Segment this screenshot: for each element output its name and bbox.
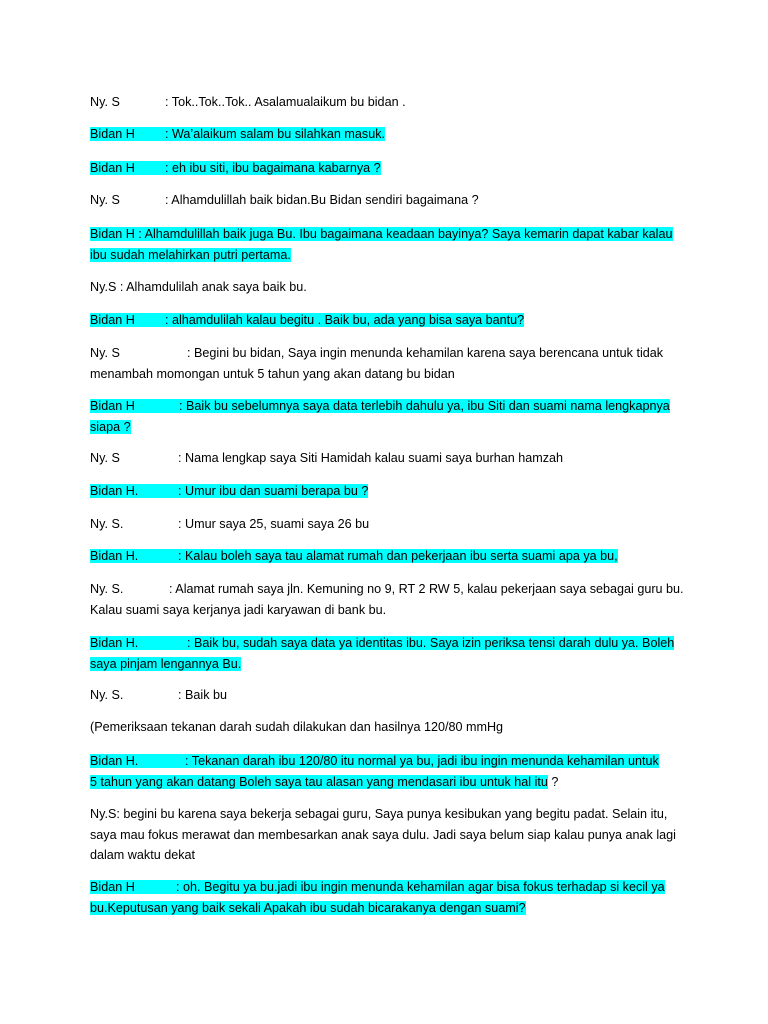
utterance: : Begini bu bidan, Saya ingin menunda kehamilan karena saya berencana untuk tidak (187, 346, 664, 360)
utterance: : Baik bu, sudah saya data ya identitas ibu. Saya izin periksa tensi darah dulu ya. Boleh (187, 636, 675, 650)
utterance: : Umur saya 25, suami saya 26 bu (178, 517, 370, 531)
speaker: Ny. S. (90, 688, 124, 702)
utterance: : Tekanan darah ibu 120/80 itu normal ya bu, jadi ibu ingin menunda kehamilan untuk (185, 754, 659, 768)
speaker: Bidan H (90, 127, 135, 141)
utterance-cont: saya pinjam lengannya Bu. (90, 656, 242, 671)
utterance: : alhamdulilah kalau begitu . Baik bu, ada yang bisa saya bantu? (165, 313, 525, 327)
speaker: Ny. S (90, 346, 120, 360)
speaker: Bidan H (90, 313, 135, 327)
utterance-cont: bu.Keputusan yang baik sekali Apakah ibu sudah bicarakanya dengan suami? (90, 900, 526, 915)
utterance-cont: 5 tahun yang akan datang Boleh saya tau alasan yang mendasari ibu untuk hal itu (90, 774, 548, 789)
speaker: Bidan H. (90, 636, 139, 650)
dialogue-line (90, 751, 690, 792)
speaker: Bidan H. (90, 484, 139, 498)
dialogue-line (90, 92, 690, 113)
utterance-cont: saya mau fokus merawat dan membesarkan anak saya dulu. Jadi saya belum siap kalau punya anak lagi (90, 827, 676, 842)
speaker: Ny. S (90, 193, 120, 207)
speaker: Bidan H. (90, 549, 139, 563)
dialogue-line (90, 190, 690, 211)
utterance: : Baik bu (178, 688, 228, 702)
dialogue-line (90, 124, 690, 145)
dialogue-line (90, 579, 690, 620)
speaker: Bidan H (90, 161, 135, 175)
utterance: Bidan H : Alhamdulillah baik juga Bu. Ibu bagaimana keadaan bayinya? Saya kemarin dapat kabar kalau (90, 227, 673, 241)
dialogue-line (90, 633, 690, 674)
exam-note (90, 717, 690, 738)
dialogue-line (90, 224, 690, 265)
utterance: (Pemeriksaan tekanan darah sudah dilakukan dan hasilnya 120/80 mmHg (90, 720, 504, 734)
dialogue-line (90, 804, 690, 866)
dialogue-line (90, 277, 690, 298)
utterance-cont: Kalau suami saya kerjanya jadi karyawan di bank bu. (90, 602, 387, 617)
utterance: : oh. Begitu ya bu.jadi ibu ingin menunda kehamilan agar bisa fokus terhadap si kecil ya (176, 880, 665, 894)
dialogue-line (90, 396, 690, 437)
utterance: : Nama lengkap saya Siti Hamidah kalau suami saya burhan hamzah (178, 451, 564, 465)
speaker: Ny. S (90, 95, 120, 109)
dialogue-line (90, 685, 690, 706)
dialogue-line (90, 546, 690, 567)
utterance-cont: dalam waktu dekat (90, 848, 196, 862)
dialogue-line (90, 448, 690, 469)
utterance: : eh ibu siti, ibu bagaimana kabarnya ? (165, 161, 381, 175)
speaker: Bidan H. (90, 754, 139, 768)
utterance-tail: ? (547, 774, 559, 789)
speaker: Bidan H (90, 880, 135, 894)
utterance: : Wa’alaikum salam bu silahkan masuk. (165, 127, 386, 141)
speaker: Ny. S. (90, 517, 124, 531)
utterance: Ny.S: begini bu karena saya bekerja sebagai guru, Saya punya kesibukan yang begitu padat. Selain itu, (90, 807, 668, 821)
utterance: : Tok..Tok..Tok.. Asalamualaikum bu bidan . (165, 95, 406, 109)
utterance: : Umur ibu dan suami berapa bu ? (178, 484, 369, 498)
utterance: Ny.S : Alhamdulilah anak saya baik bu. (90, 280, 307, 294)
dialogue-line (90, 310, 690, 331)
utterance-cont: menambah momongan untuk 5 tahun yang akan datang bu bidan (90, 366, 455, 381)
utterance: : Kalau boleh saya tau alamat rumah dan pekerjaan ibu serta suami apa ya bu, (178, 549, 618, 563)
utterance-cont: siapa ? (90, 419, 131, 434)
utterance: : Baik bu sebelumnya saya data terlebih dahulu ya, ibu Siti dan suami nama lengkapnya (179, 399, 670, 413)
dialogue-line (90, 343, 690, 384)
utterance-cont: ibu sudah melahirkan putri pertama. (90, 247, 291, 262)
speaker: Bidan H (90, 399, 135, 413)
dialogue-line (90, 481, 690, 502)
dialogue-line (90, 514, 690, 535)
speaker: Ny. S (90, 451, 120, 465)
dialogue-line (90, 877, 690, 918)
dialogue-line (90, 158, 690, 179)
utterance: : Alhamdulillah baik bidan.Bu Bidan sendiri bagaimana ? (165, 193, 479, 207)
speaker: Ny. S. (90, 582, 124, 596)
utterance: : Alamat rumah saya jln. Kemuning no 9, RT 2 RW 5, kalau pekerjaan saya sebagai guru bu. (169, 582, 684, 596)
